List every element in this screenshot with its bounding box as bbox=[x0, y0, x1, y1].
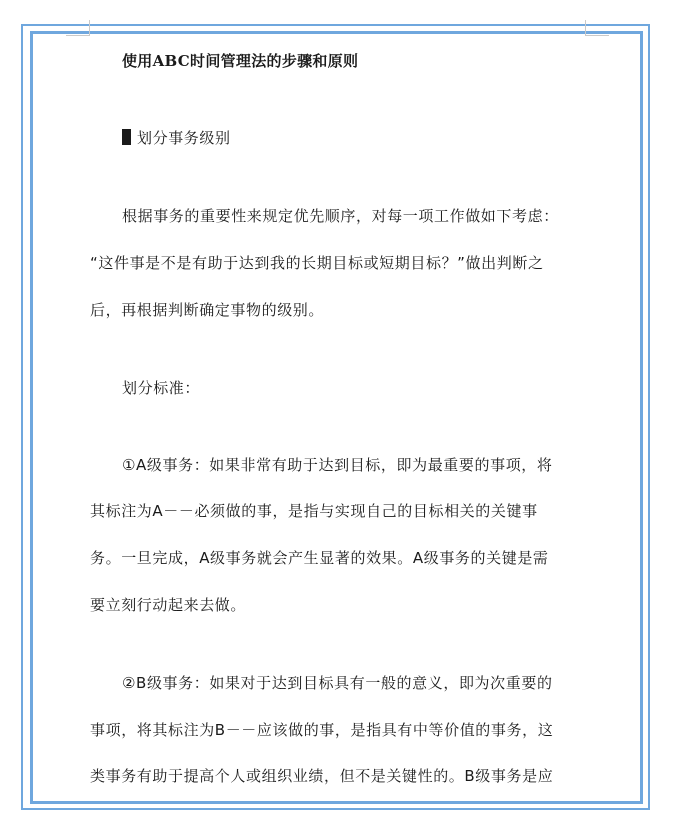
paragraph-line: 务。一旦完成，A级事务就会产生显著的效果。A级事务的关键是需 bbox=[90, 549, 549, 567]
crop-mark-top-right-vertical bbox=[585, 20, 586, 36]
paragraph-line: 事项，将其标注为B－－应该做的事，是指具有中等价值的事务，这 bbox=[90, 721, 554, 739]
paragraph-line: 其标注为A－－必须做的事，是指与实现自己的目标相关的关键事 bbox=[90, 502, 538, 520]
paragraph-line: ①A级事务：如果非常有助于达到目标，即为最重要的事项，将 bbox=[122, 456, 553, 474]
crop-mark-top-right bbox=[585, 35, 609, 36]
section-heading-text: 划分事务级别 bbox=[137, 129, 231, 147]
paragraph-line: ②B级事务：如果对于达到目标具有一般的意义，即为次重要的 bbox=[122, 674, 553, 692]
standard-label: 划分标准： bbox=[122, 379, 201, 397]
crop-mark-top-left bbox=[66, 35, 90, 36]
paragraph-line: 后，再根据判断确定事物的级别。 bbox=[90, 301, 325, 319]
paragraph-line: 类事务有助于提高个人或组织业绩，但不是关键性的。B级事务是应 bbox=[90, 767, 554, 785]
paragraph-line: “这件事是不是有助于达到我的长期目标或短期目标？”做出判断之 bbox=[90, 254, 544, 272]
section-heading bbox=[122, 128, 231, 148]
paragraph-line: 要立刻行动起来去做。 bbox=[90, 596, 247, 614]
black-square-icon bbox=[122, 129, 131, 145]
paragraph-line: 根据事务的重要性来规定优先顺序，对每一项工作做如下考虑： bbox=[122, 207, 559, 225]
document-title: 使用ABC时间管理法的步骤和原则 bbox=[122, 52, 359, 70]
crop-mark-top-left-vertical bbox=[89, 20, 90, 36]
